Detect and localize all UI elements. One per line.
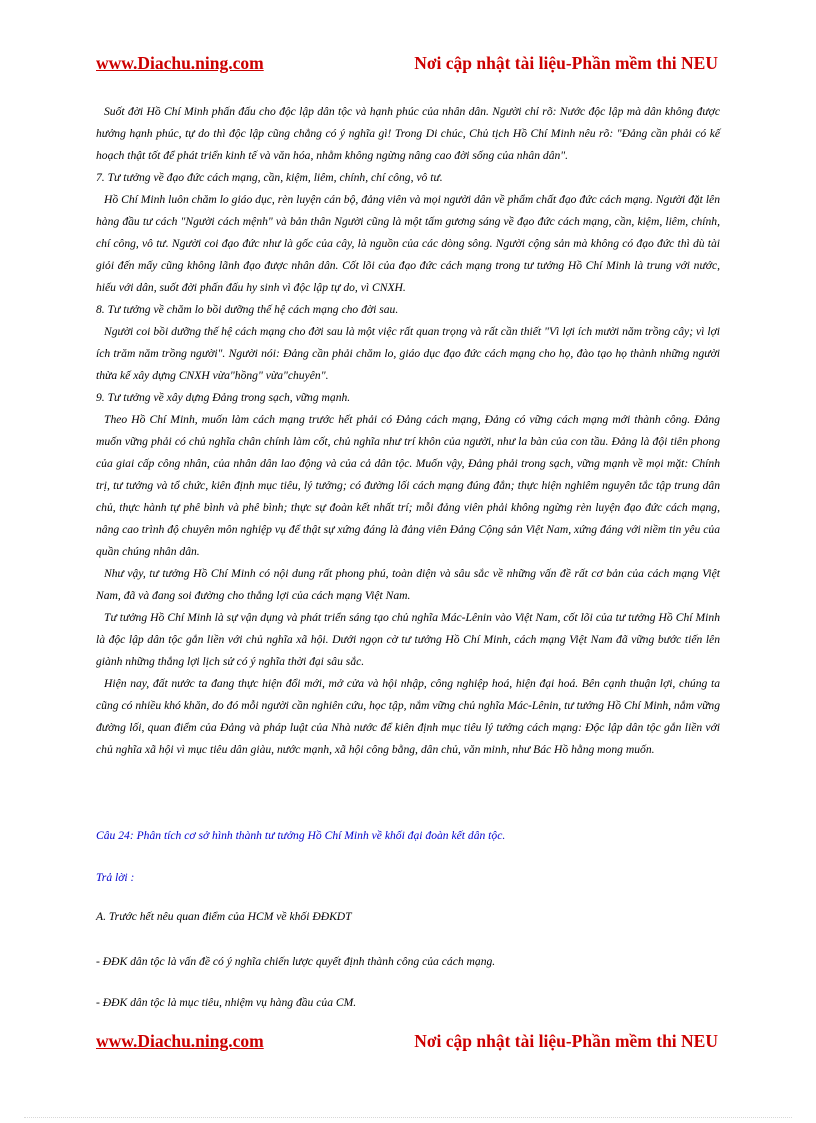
paragraph-3: Người coi bồi dưỡng thế hệ cách mạng cho đời sau là một việc rất quan trọng và rất cần thiết "Vì lợi ích mười năm trồng cây; vì lợi ích trăm năm trồng người". Người nói: Đảng cần phải chăm lo, giáo dục đạo đức cách mạng cho họ, đào tạo họ thành những người thừa kế xây dựng CNXH vừa"hồng" vừa"chuyên".	[96, 325, 720, 382]
heading-item-7: 7. Tư tưởng về đạo đức cách mạng, cần, kiệm, liêm, chính, chí công, vô tư.	[96, 171, 443, 184]
section-a-heading: A. Trước hết nêu quan điểm của HCM về khối ĐĐKDT	[96, 910, 352, 923]
paragraph-6: Tư tưởng Hồ Chí Minh là sự vận dụng và phát triển sáng tạo chủ nghĩa Mác-Lênin vào Việt Nam, cốt lõi của tư tưởng Hồ Chí Minh là độc lập dân tộc gắn liền với chủ nghĩa xã hội. Dưới ngọn cờ tư tưởng Hồ Chí Minh, cách mạng Việt Nam đã vững bước tiến lên giành những thắng lợi lịch sử có ý nghĩa thời đại sâu sắc.	[96, 611, 720, 668]
heading-item-8: 8. Tư tưởng về chăm lo bồi dưỡng thế hệ cách mạng cho đời sau.	[96, 303, 399, 316]
paragraph-7: Hiện nay, đất nước ta đang thực hiện đổi mới, mở cửa và hội nhập, công nghiệp hoá, hiện đại hoá. Bên cạnh thuận lợi, chúng ta cũng có nhiều khó khăn, do đó mỗi người cần nghiên cứu, học tập, nắm vững chủ nghĩa Mác-Lênin, tư tưởng Hồ Chí Minh, nắm vững đường lối, quan điểm của Đảng và pháp luật của Nhà nước để kiên định mục tiêu lý tưởng cách mạng: Độc lập dân tộc gắn liền với chủ nghĩa xã hội vì mục tiêu dân giàu, nước mạnh, xã hội công bằng, dân chủ, văn minh, như Bác Hồ hằng mong muốn.	[96, 677, 720, 756]
paragraph-4: Theo Hồ Chí Minh, muốn làm cách mạng trước hết phải có Đảng cách mạng, Đảng có vững cách mạng mới thành công. Đảng muốn vững phải có chủ nghĩa chân chính làm cốt, chủ nghĩa như trí khôn của người, như la bàn của con tầu. Đảng là đội tiên phong của giai cấp công nhân, của nhân dân lao động và của cả dân tộc. Muốn vậy, Đảng phải trong sạch, vững mạnh về mọi mặt: Chính trị, tư tưởng và tổ chức, kiên định mục tiêu, lý tưởng; có đường lối cách mạng đúng đắn; thực hiện nghiêm nguyên tắc tập trung dân chủ, thực hành tự phê bình và phê bình; thực sự đoàn kết nhất trí; mỗi đảng viên phải không ngừng rèn luyện đạo đức cách mạng, nâng cao trình độ chuyên môn nghiệp vụ để thật sự xứng đáng là đảng viên Đảng Cộng sản Việt Nam, xứng đáng với niềm tin yêu của quần chúng nhân dân.	[96, 413, 720, 558]
header-tagline: Nơi cập nhật tài liệu-Phần mềm thi NEU	[414, 53, 718, 73]
page-footer	[96, 1031, 720, 1055]
question-title: Câu 24: Phân tích cơ sở hình thành tư tưởng Hồ Chí Minh về khối đại đoàn kết dân tộc.	[96, 829, 506, 842]
document-body	[96, 101, 720, 761]
footer-tagline: Nơi cập nhật tài liệu-Phần mềm thi NEU	[414, 1031, 718, 1051]
paragraph-2: Hồ Chí Minh luôn chăm lo giáo dục, rèn luyện cán bộ, đảng viên và mọi người dân về phẩm chất đạo đức cách mạng. Người đặt lên hàng đầu tư cách "Người cách mệnh" và bản thân Người cũng là một tấm gương sáng về đạo đức cách mạng, cần, kiệm, liêm, chính, chí công, vô tư. Người coi đạo đức như là gốc của cây, là nguồn của các dòng sông. Người cộng sản mà không có đạo đức thì dù tài giỏi đến mấy cũng không lãnh đạo được nhân dân. Cốt lõi của đạo đức cách mạng trong tư tưởng Hồ Chí Minh là trung với nước, hiếu với dân, suốt đời phấn đấu hy sinh vì độc lập tự do, vì CNXH.	[96, 193, 720, 294]
page-header	[96, 53, 720, 77]
paragraph-1: Suốt đời Hồ Chí Minh phấn đấu cho độc lập dân tộc và hạnh phúc của nhân dân. Người chỉ rõ: Nước độc lập mà dân không được hưởng hạnh phúc, tự do thì độc lập cũng chẳng có ý nghĩa gì! Trong Di chúc, Chủ tịch Hồ Chí Minh nêu rõ: "Đảng cần phải có kế hoạch thật tốt để phát triển kinh tế và văn hóa, nhằm không ngừng nâng cao đời sống của nhân dân".	[96, 105, 720, 162]
bullet-item: - ĐĐK dân tộc là mục tiêu, nhiệm vụ hàng đầu của CM.	[96, 996, 357, 1009]
paragraph-5: Như vậy, tư tưởng Hồ Chí Minh có nội dung rất phong phú, toàn diện và sâu sắc về những vấn đề rất cơ bản của cách mạng Việt Nam, đã và đang soi đường cho thắng lợi của cách mạng Việt Nam.	[96, 567, 720, 602]
heading-item-9: 9. Tư tưởng về xây dựng Đảng trong sạch, vững mạnh.	[96, 391, 351, 404]
header-site-link[interactable]: www.Diachu.ning.com	[96, 53, 264, 73]
bullet-item: - ĐĐK dân tộc là vấn đề có ý nghĩa chiến lược quyết định thành công của cách mạng.	[96, 955, 496, 968]
footer-site-link[interactable]: www.Diachu.ning.com	[96, 1031, 264, 1051]
answer-label: Trả lời :	[96, 871, 135, 884]
page-bottom-divider	[24, 1117, 792, 1118]
